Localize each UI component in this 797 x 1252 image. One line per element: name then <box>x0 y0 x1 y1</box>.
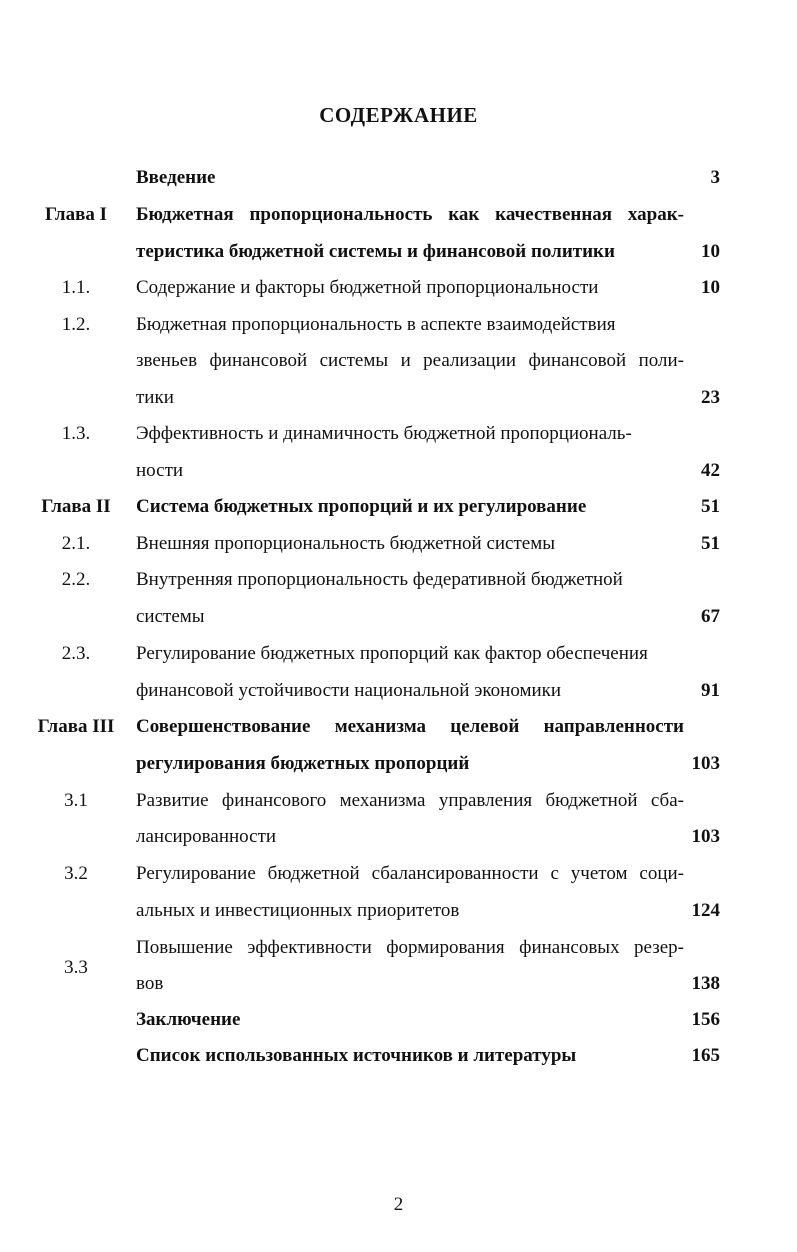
toc-section-number: 1.2. <box>61 314 91 335</box>
toc-entry-bibliography <box>0 1041 797 1071</box>
toc-entry-3-2-line-2 <box>0 896 797 926</box>
toc-section-number: 2.2. <box>61 569 91 590</box>
toc-section-number: 3.3 <box>64 957 88 978</box>
toc-entry-2-2-line-2 <box>0 602 797 632</box>
toc-chapter-number: Глава II <box>41 496 111 517</box>
toc-page-number: 91 <box>701 680 720 701</box>
toc-page-number: 124 <box>691 900 720 921</box>
toc-page-number: 42 <box>701 460 720 481</box>
toc-entry-3-3-line-2 <box>0 969 797 999</box>
toc-entry-title: финансовой устойчивости национальной экономики <box>136 680 562 701</box>
toc-entry-title: Внешняя пропорциональность бюджетной системы <box>136 533 556 554</box>
toc-entry-1-2 <box>0 310 797 340</box>
toc-page-number: 10 <box>701 277 720 298</box>
toc-entry-title: Заключение <box>136 1009 241 1030</box>
toc-entry-title: регулирования бюджетных пропорций <box>136 753 470 774</box>
toc-entry-3-1-line-2 <box>0 822 797 852</box>
toc-entry-3-2 <box>0 859 797 889</box>
toc-entry-3-1 <box>0 786 797 816</box>
toc-page-number: 138 <box>691 973 720 994</box>
toc-entry-chapter-3-line-2 <box>0 749 797 779</box>
toc-section-number: 2.3. <box>61 643 91 664</box>
toc-entry-title: звеньев финансовой системы и реализации финансовой поли- <box>136 350 684 371</box>
toc-entry-title: Эффективность и динамичность бюджетной пропорциональ- <box>136 423 632 444</box>
footer-page-number: 2 <box>393 1194 404 1215</box>
toc-entry-title: лансированности <box>136 826 277 847</box>
toc-entry-chapter-1-line-2 <box>0 237 797 267</box>
toc-section-number: 3.2 <box>64 863 88 884</box>
toc-entry-2-1 <box>0 529 797 559</box>
toc-page-number: 51 <box>701 533 720 554</box>
toc-entry-title: Бюджетная пропорциональность как качественная харак- <box>136 204 684 225</box>
toc-entry-1-3-line-2 <box>0 456 797 486</box>
toc-entry-title: Содержание и факторы бюджетной пропорциональности <box>136 277 599 298</box>
toc-entry-2-2 <box>0 565 797 595</box>
toc-section-number: 1.1. <box>61 277 91 298</box>
toc-section-number: 1.3. <box>61 423 91 444</box>
toc-page-number: 165 <box>691 1045 720 1066</box>
toc-entry-chapter-3 <box>0 712 797 742</box>
toc-chapter-number: Глава I <box>44 204 107 225</box>
toc-entry-conclusion <box>0 1005 797 1035</box>
toc-entry-title: Внутренняя пропорциональность федеративной бюджетной <box>136 569 623 590</box>
toc-page-number: 103 <box>691 826 720 847</box>
toc-entry-title: вов <box>136 973 164 994</box>
toc-entry-2-3 <box>0 639 797 669</box>
toc-entry-1-3 <box>0 419 797 449</box>
toc-chapter-number: Глава III <box>37 716 115 737</box>
toc-entry-1-1 <box>0 273 797 303</box>
toc-entry-chapter-2 <box>0 492 797 522</box>
toc-page-number: 23 <box>701 387 720 408</box>
toc-entry-title: теристика бюджетной системы и финансовой политики <box>136 241 615 262</box>
toc-page-number: 3 <box>710 167 720 188</box>
toc-page-number: 51 <box>701 496 720 517</box>
toc-entry-title: системы <box>136 606 205 627</box>
toc-entry-chapter-1 <box>0 200 797 230</box>
toc-page-number: 67 <box>701 606 720 627</box>
toc-entry-title: Развитие финансового механизма управления бюджетной сба- <box>136 790 684 811</box>
toc-page-number: 103 <box>691 753 720 774</box>
toc-entry-title: Регулирование бюджетных пропорций как фактор обеспечения <box>136 643 648 664</box>
toc-entry-1-2-line-3 <box>0 383 797 413</box>
toc-page-number: 156 <box>691 1009 720 1030</box>
toc-entry-title: тики <box>136 387 174 408</box>
toc-entry-title: Введение <box>136 167 216 188</box>
toc-page-number: 10 <box>701 241 720 262</box>
toc-entry-title: Регулирование бюджетной сбалансированности с учетом соци- <box>136 863 684 884</box>
toc-entry-1-2-line-2 <box>0 346 797 376</box>
toc-entry-title: Бюджетная пропорциональность в аспекте взаимодействия <box>136 314 616 335</box>
toc-section-number: 3.1 <box>64 790 88 811</box>
toc-entry-title: Система бюджетных пропорций и их регулирование <box>136 496 587 517</box>
toc-entry-introduction <box>0 163 797 193</box>
toc-entry-title: альных и инвестиционных приоритетов <box>136 900 460 921</box>
toc-entry-title: ности <box>136 460 184 481</box>
toc-entry-title: Повышение эффективности формирования финансовых резер- <box>136 937 684 958</box>
toc-section-number: 2.1. <box>61 533 91 554</box>
toc-entry-2-3-line-2 <box>0 676 797 706</box>
toc-entry-title: Список использованных источников и литературы <box>136 1045 577 1066</box>
page-title: СОДЕРЖАНИЕ <box>319 103 478 127</box>
toc-entry-title: Совершенствование механизма целевой направленности <box>136 716 684 737</box>
